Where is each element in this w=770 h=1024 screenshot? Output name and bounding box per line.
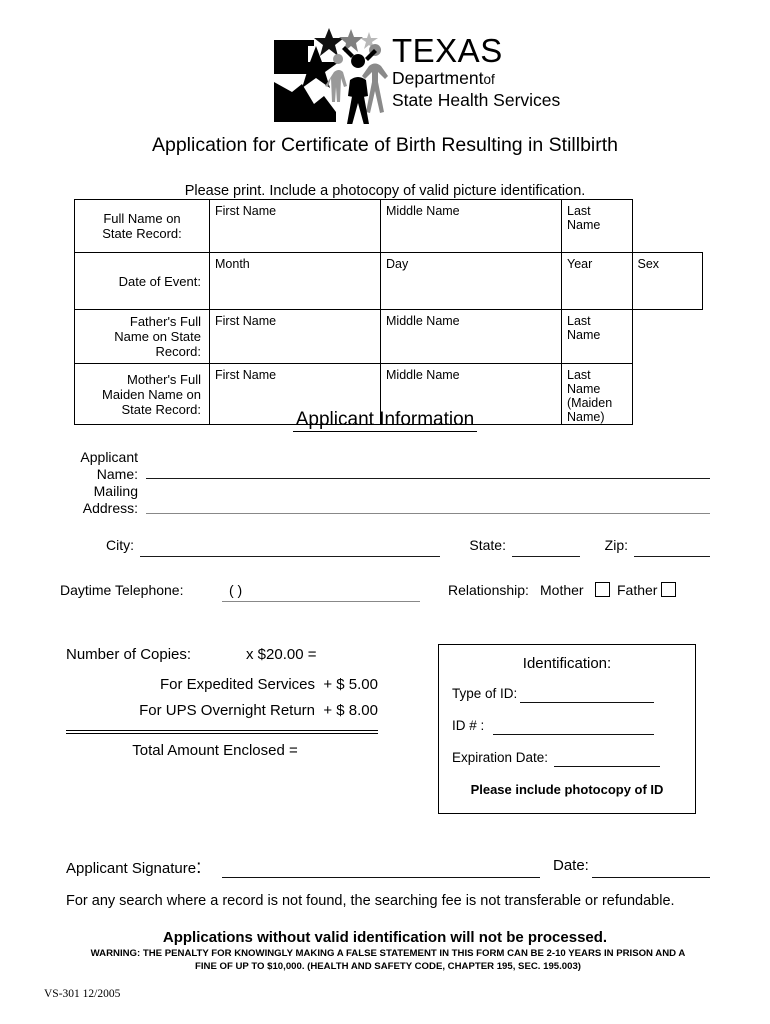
applicant-signature-input[interactable] <box>222 877 540 878</box>
copies-rate-label[interactable]: x $20.00 = <box>246 646 317 663</box>
row-label-line-3: Record: <box>155 344 201 359</box>
signature-date-label: Date: <box>553 857 589 874</box>
applicant-signature-colon: : <box>196 857 202 878</box>
cell-last-name[interactable]: Last Name <box>562 310 633 364</box>
applicant-name-input[interactable] <box>146 478 710 479</box>
applicant-information-heading-text: Applicant Information <box>293 409 478 432</box>
row-label-line-2: State Record: <box>102 226 182 241</box>
state-input[interactable] <box>512 556 580 557</box>
page-title: Application for Certificate of Birth Resulting in Stillbirth <box>151 134 619 156</box>
total-amount-enclosed-row[interactable]: Total Amount Enclosed = <box>132 742 298 759</box>
agency-wordmark <box>392 34 567 126</box>
applicant-information-heading <box>0 409 770 431</box>
row-label-line-2: Name on State <box>114 329 201 344</box>
photocopy-note: Please include photocopy of ID <box>470 782 664 797</box>
mailing-address-label-line-1: Mailing <box>93 483 138 499</box>
ups-overnight-row[interactable]: For UPS Overnight Return + $ 8.00 <box>139 702 378 719</box>
no-valid-id-note: Applications without valid identification will not be processed. <box>162 929 608 946</box>
applicant-signature-label <box>66 857 201 879</box>
cell-first-name[interactable]: First Name <box>210 310 381 364</box>
cell-first-name[interactable]: First Name <box>210 200 381 253</box>
texas-dshs-logo-icon <box>272 26 400 124</box>
table-row <box>75 200 703 253</box>
telephone-area-code-parens: ( ) <box>229 582 243 598</box>
mailing-address-label <box>56 483 138 517</box>
print-instruction: Please print. Include a photocopy of valid picture identification. <box>184 183 586 199</box>
expiration-date-field <box>452 750 695 768</box>
cell-day[interactable]: Day <box>381 253 562 310</box>
expiration-date-label: Expiration Date: <box>452 750 549 765</box>
cell-month[interactable]: Month <box>210 253 381 310</box>
search-fee-note: For any search where a record is not found, the searching fee is not transferable or refundable. <box>66 893 675 909</box>
cell-last-name-maiden[interactable]: Last Name (Maiden Name) <box>562 364 633 425</box>
relationship-father-checkbox[interactable] <box>661 582 676 597</box>
form-id-footer: VS-301 12/2005 <box>44 988 121 1000</box>
cell-last-name[interactable]: Last Name <box>562 200 633 253</box>
applicant-name-label <box>60 449 138 483</box>
row-label-date-of-event: Date of Event: <box>75 253 210 310</box>
id-number-input[interactable] <box>493 734 654 735</box>
applicant-name-label-line-1: Applicant <box>80 449 138 465</box>
mailing-address-input[interactable] <box>146 513 710 514</box>
number-of-copies-label: Number of Copies: <box>66 646 192 663</box>
wordmark-department: Departmentof <box>392 68 495 88</box>
false-statement-warning: WARNING: THE PENALTY FOR KNOWINGLY MAKING A FALSE STATEMENT IN THIS FORM CAN BE 2-10 YEARS IN PRISON AND A FINE OF UP TO $10,000. (HEALTH AND SAFETY CODE, CHAPTER 195, SEC. 195.003) <box>90 948 686 972</box>
expiration-date-input[interactable] <box>554 766 660 767</box>
cell-middle-name[interactable]: Middle Name <box>381 200 562 253</box>
table-row <box>75 253 703 310</box>
row-label-line-1: Full Name on <box>103 211 181 226</box>
zip-label: Zip: <box>604 537 628 553</box>
fee-calculation-block <box>66 646 378 764</box>
row-label-line-1: Mother's Full <box>126 371 201 387</box>
cell-middle-name[interactable]: Middle Name <box>381 310 562 364</box>
applicant-name-label-line-2: Name: <box>96 466 138 482</box>
row-label-line-3: State Record: <box>121 401 201 417</box>
relationship-mother-label: Mother <box>540 582 584 598</box>
identification-box <box>438 644 696 814</box>
row-label-full-name <box>75 200 210 253</box>
cell-first-name[interactable]: First Name <box>210 364 381 425</box>
type-of-id-input[interactable] <box>520 702 654 703</box>
row-label-father-name <box>75 310 210 364</box>
type-of-id-field <box>452 686 695 704</box>
relationship-label: Relationship: <box>448 582 529 598</box>
mailing-address-label-line-2: Address: <box>82 500 138 516</box>
id-number-field <box>452 718 695 736</box>
city-input[interactable] <box>140 556 440 557</box>
signature-date-input[interactable] <box>592 877 710 878</box>
zip-input[interactable] <box>634 556 710 557</box>
type-of-id-label: Type of ID: <box>452 686 518 701</box>
wordmark-texas: TEXAS <box>392 32 503 69</box>
row-label-line-1: Father's Full <box>129 314 201 329</box>
state-record-table <box>74 199 703 425</box>
number-of-copies-row <box>66 646 378 672</box>
relationship-father-label: Father <box>617 582 658 598</box>
expedited-services-row[interactable]: For Expedited Services + $ 5.00 <box>159 676 378 693</box>
table-row <box>75 310 703 364</box>
agency-logo <box>272 26 562 126</box>
identification-title: Identification: <box>522 655 612 672</box>
daytime-telephone-input[interactable] <box>222 601 420 602</box>
row-label-line-2: Maiden Name on <box>102 386 201 402</box>
cell-middle-name[interactable]: Middle Name <box>381 364 562 425</box>
cell-sex[interactable]: Sex <box>632 253 703 310</box>
state-label: State: <box>469 537 506 553</box>
relationship-mother-checkbox[interactable] <box>595 582 610 597</box>
cell-year[interactable]: Year <box>562 253 633 310</box>
applicant-signature-label-text: Applicant Signature <box>66 860 197 877</box>
wordmark-state-health-services: State Health Services <box>392 90 561 110</box>
id-number-label: ID # : <box>452 718 485 733</box>
daytime-telephone-label: Daytime Telephone: <box>60 582 184 598</box>
city-label: City: <box>106 537 134 553</box>
